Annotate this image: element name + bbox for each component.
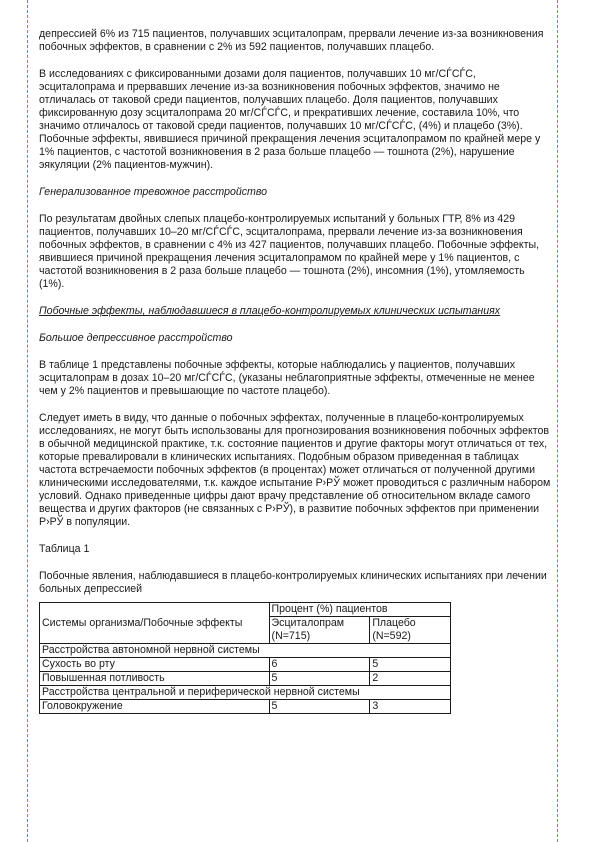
table-section-row (40, 686, 451, 700)
effect-name: Головокружение (40, 700, 270, 714)
section-cns: Расстройства центральной и периферической нервной системы (40, 686, 451, 700)
page-border-right (557, 0, 558, 842)
paragraph: Следует иметь в виду, что данные о побочных эффектах, полученные в плацебо-контролируемых исследованиях, не могут быть использованы для прогнозирования возникновения побочных эффектов в обычной медицинской практике, т.к. состояние пациентов и другие факторы могут отличаться от тех, которые превалировали в клинических испытаниях. Подобным образом приведенная в таблицах частота встречаемости побочных эффектов (в процентах) может отличаться от полученной другими клиническими исследователями, т.к. каждое испытание Р›РЎ может проводиться с различным набором условий. Однако приведенные цифры дают врачу представление об относительном вкладе самого вещества и других факторов (не связанных с Р›РЎ), в развитие побочных эффектов при применении Р›РЎ в популяции. (39, 412, 551, 528)
header-drug: Эсциталопрам (N=715) (269, 617, 370, 644)
section-heading-gad: Генерализованное тревожное расстройство (39, 186, 268, 198)
header-system: Системы организма/Побочные эффекты (40, 603, 270, 644)
effect-name: Сухость во рту (40, 658, 270, 672)
section-heading-mdd: Большое депрессивное расстройство (39, 332, 233, 344)
paragraph: В таблице 1 представлены побочные эффекты, которые наблюдались у пациентов, получавших эсциталопрам в дозах 10–20 мг/СЃСЃС, (указаны неблагоприятные эффекты, отмеченные не менее чем у 2% пациентов и превышающие по частоте плацебо). (39, 359, 535, 397)
document-body (39, 28, 551, 714)
side-effects-table (39, 602, 451, 714)
effect-name: Повышенная потливость (40, 672, 270, 686)
header-percent: Процент (%) пациентов (269, 603, 450, 617)
table-row (40, 700, 451, 714)
table-row (40, 658, 451, 672)
drug-value: 5 (269, 700, 370, 714)
table-caption: Побочные явления, наблюдавшиеся в плацебо-контролируемых клинических испытаниях при лечении больных депрессией (39, 570, 547, 595)
section-heading-side-effects: Побочные эффекты, наблюдавшиеся в плацебо-контролируемых клинических испытаниях (39, 305, 501, 317)
table-label: Таблица 1 (39, 543, 90, 555)
section-autonomic: Расстройства автономной нервной системы (40, 644, 451, 658)
table-header-row (40, 603, 451, 617)
placebo-value: 3 (370, 700, 451, 714)
placebo-value: 2 (370, 672, 451, 686)
page-border-left (27, 0, 28, 842)
drug-value: 6 (269, 658, 370, 672)
paragraph: В исследованиях с фиксированными дозами доля пациентов, получавших 10 мг/СЃСЃС, эсциталопрама и прервавших лечение из-за возникновения побочных эффектов, значимо не отличалась от таковой среди пациентов, получавших плацебо. Доля пациентов, получавших фиксированную дозу эсциталопрама 20 мг/СЃСЃС, и прекративших лечение, составила 10%, что значимо отличалось от таковой среди пациентов, получавших 10 мг/СЃСЃС, (4%) и плацебо (3%). Побочные эффекты, явившиеся причиной прекращения лечения эсциталопрамом по крайней мере у 1% пациентов, с частотой возникновения в 2 раза больше плацебо — тошнота (2%), нарушение эякуляции (2% пациентов-мужчин). (39, 68, 541, 171)
paragraph: По результатам двойных слепых плацебо-контролируемых испытаний у больных ГТР, 8% из 429 пациентов, получавших 10–20 мг/СЃСЃС, эсциталопрама, прервали лечение из-за возникновения побочных эффектов, в сравнении с 4% из 427 пациентов, получавших плацебо. Побочные эффекты, явившиеся причиной прекращения лечения эсциталопрамом по крайней мере у 1% пациентов, с частотой возникновения в 2 раза больше плацебо — тошнота (2%), инсомния (1%), утомляемость (1%). (39, 213, 540, 290)
table-section-row (40, 644, 451, 658)
drug-value: 5 (269, 672, 370, 686)
table-row (40, 672, 451, 686)
paragraph: депрессией 6% из 715 пациентов, получавших эсциталопрам, прервали лечение из-за возникновения побочных эффектов, в сравнении с 2% из 592 пациентов, получавших плацебо. (39, 28, 544, 53)
placebo-value: 5 (370, 658, 451, 672)
header-placebo: Плацебо (N=592) (370, 617, 451, 644)
